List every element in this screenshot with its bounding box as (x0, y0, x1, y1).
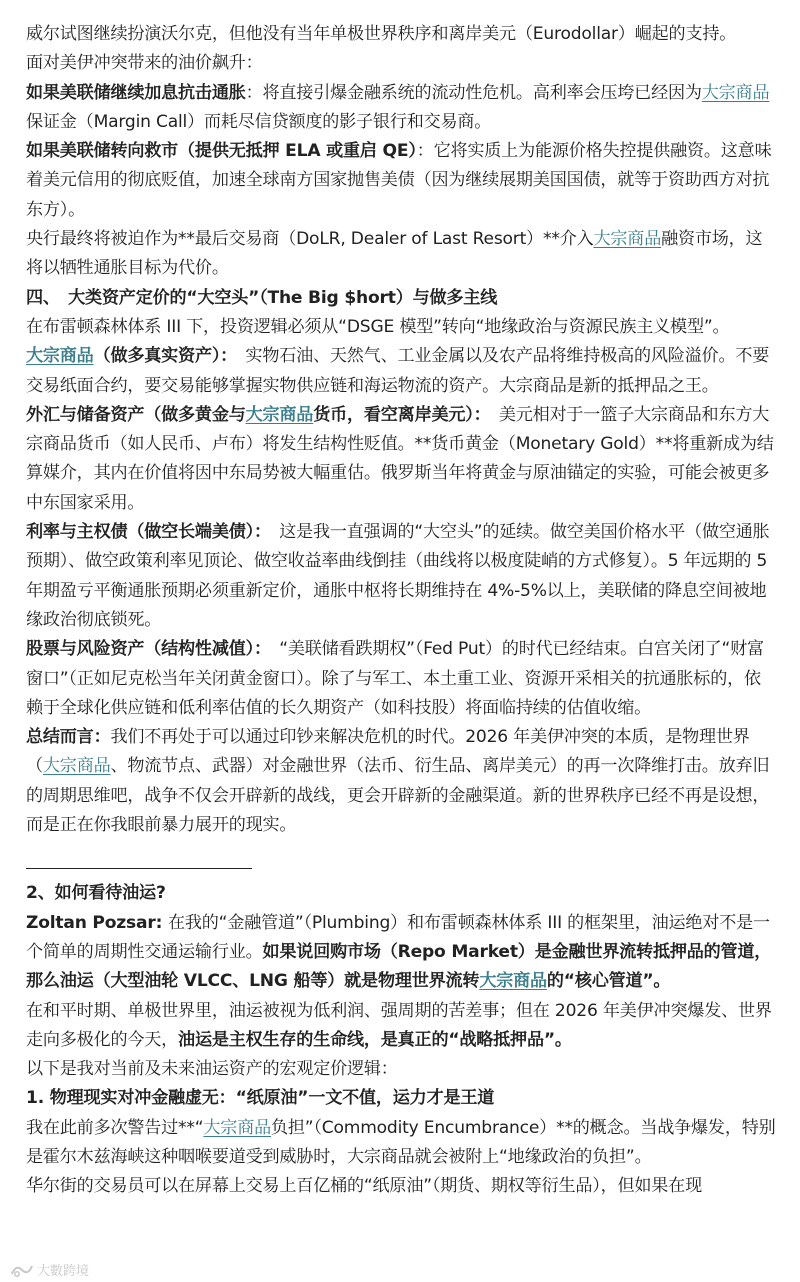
text-run: 实物石油、天然气、工业金属以及农产品将维持极高的风险溢价。不要交易纸面合约，要交易能够掌握实物供应链和海运物流的资产。大宗商品是新的抵押品之王。 (26, 346, 770, 396)
paragraph (26, 1114, 776, 1173)
keyword-link[interactable]: 大宗商品 (245, 404, 314, 425)
bold-text: 利率与主权债（做空长端美债）： (26, 522, 263, 543)
text-run: 面对美伊冲突带来的油价飙升： (26, 53, 263, 74)
text-run: 融资市场，这将以牺牲通胀目标为代价。 (26, 229, 763, 279)
text-run: ：将直接引爆金融系统的流动性危机。高利率会压垮已经因为 (245, 82, 702, 103)
bold-text: 外汇与储备资产（做多黄金与 (26, 404, 246, 425)
text-run: “美联储看跌期权”（Fed Put）的时代已经结束。白宫关闭了“财富窗口”（正如尼克松当年关闭黄金窗口）。除了与军工、本土重工业、资源开采相关的抗通胀标的，依赖于全球化供应链和低利率估值的长久期资产（如科技股）将面临持续的估值收缩。 (26, 639, 764, 718)
bold-text: Zoltan Pozsar: (26, 912, 168, 933)
bold-text: 如果美联储继续加息抗击通胀 (26, 82, 246, 103)
paragraph (26, 1055, 776, 1084)
paragraph (26, 635, 776, 723)
bold-text: 股票与风险资产（结构性减值）： (26, 639, 263, 660)
text-run: 威尔试图继续扮演沃尔克，但他没有当年单极世界秩序和离岸美元（Eurodollar）崛起的支持。 (26, 24, 737, 44)
text-run: ：它将实质上为能源价格失控提供融资。这意味着美元信用的彻底贬值，加速全球南方国家抛售美债（因为继续展期美国国债，就等于资助西方对抗东方）。 (26, 141, 772, 220)
paragraph (26, 20, 776, 49)
paragraph (26, 997, 776, 1056)
paragraph (26, 313, 776, 342)
keyword-link[interactable]: 大宗商品 (42, 756, 111, 777)
section-oil-shipping (26, 879, 776, 1201)
paragraph (26, 1084, 776, 1113)
watermark (10, 1260, 89, 1279)
text-run: 负担”（Commodity Encumbrance）**的概念。当战争爆发，特别是霍尔木兹海峡这种咽喉要道受到威胁时，大宗商品就会被附上“地缘政治的负担”。 (26, 1117, 776, 1167)
bold-text: 如果说回购市场（Repo Market）是金融世界流转抵押品的管道，那么油运（大型油轮 VLCC、LNG 船等）就是物理世界流转 (26, 941, 772, 992)
paragraph (26, 401, 776, 518)
paragraph (26, 79, 776, 138)
text-run: 我在此前多次警告过**“ (26, 1117, 204, 1138)
text-run: 央行最终将被迫作为**最后交易商（DoLR, Dealer of Last Resort）**介入 (26, 229, 594, 250)
text-run: 这是我一直强调的“大空头”的延续。做空美国价格水平（做空通胀预期）、做空政策利率见顶论、做空收益率曲线倒挂（曲线将以极度陡峭的方式修复）。5 年远期的 5 年期盈亏平衡通胀预期必须重新定价，通胀中枢将长期维持在 4%-5%以上，美联储的降息空间被地缘政治彻底锁死。 (26, 522, 770, 630)
keyword-link[interactable]: 大宗商品 (26, 346, 94, 367)
text-run: 以下是我对当前及未来油运资产的宏观定价逻辑： (26, 1059, 398, 1080)
bold-text: 的“核心管道”。 (546, 971, 671, 992)
text-run: 我们不再处于可以通过印钞来解决危机的时代。2026 年美伊冲突的本质，是物理世界（ (26, 727, 750, 777)
text-run: 美元相对于一篮子大宗商品和东方大宗商品货币（如人民币、卢布）将发生结构性贬值。**货币黄金（Monetary Gold）**将重新成为结算媒介，其内在价值将因中东局势被大幅重估。俄罗斯当年将黄金与原油锚定的实验，可能会被更多中东国家采用。 (26, 404, 774, 513)
bold-text: 1. 物理现实对冲金融虚无：“纸原油”一文不值，运力才是王道 (26, 1088, 495, 1109)
paragraph (26, 518, 776, 635)
text-run: 在我的“金融管道”（Plumbing）和布雷顿森林体系 III 的框架里，油运绝对不是一个简单的周期性交通运输行业。 (26, 912, 770, 962)
keyword-link[interactable]: 大宗商品 (701, 82, 770, 103)
paragraph (26, 1172, 776, 1201)
paragraph (26, 879, 776, 908)
watermark-logo-icon (10, 1262, 34, 1278)
text-run: 华尔街的交易员可以在屏幕上交易上百亿桶的“纸原油”（期货、期权等衍生品），但如果在现 (26, 1176, 702, 1197)
paragraph (26, 909, 776, 997)
text-run: 在和平时期、单极世界里，油运被视为低利润、强周期的苦差事；但在 2026 年美伊冲突爆发、世界走向多极化的今天， (26, 1000, 772, 1050)
paragraph (26, 137, 776, 225)
paragraph (26, 49, 776, 78)
keyword-link[interactable]: 大宗商品 (203, 1117, 271, 1138)
section-analysis (26, 20, 776, 840)
paragraph (26, 723, 776, 840)
bold-text: 总结而言： (26, 727, 111, 748)
paragraph (26, 342, 776, 401)
text-run: 、物流节点、武器）对金融世界（法币、衍生品、离岸美元）的再一次降维打击。放弃旧的周期思维吧，战争不仅会开辟新的战线，更会开辟新的金融渠道。新的世界秩序已经不再是设想，而是正在你我眼前暴力展开的现实。 (26, 756, 770, 836)
bold-text: 货币，看空离岸美元）： (313, 404, 482, 425)
text-run: 保证金（Margin Call）而耗尽信贷额度的影子银行和交易商。 (26, 111, 492, 132)
paragraph (26, 225, 776, 284)
keyword-link[interactable]: 大宗商品 (479, 971, 547, 992)
watermark-text: 大數跨境 (37, 1264, 90, 1279)
section-divider (26, 868, 252, 869)
bold-text: 2、如何看待油运? (26, 883, 166, 904)
bold-text: 油运是主权生存的生命线，是真正的“战略抵押品”。 (178, 1029, 572, 1050)
text-run: 在布雷顿森林体系 III 下，投资逻辑必须从“DSGE 模型”转向“地缘政治与资源民族主义模型”。 (26, 316, 730, 337)
bold-text: （做多真实资产）： (93, 346, 229, 367)
document-body (26, 20, 776, 1202)
bold-text: 如果美联储转向救市（提供无抵押 ELA 或重启 QE） (26, 141, 417, 162)
bold-text: 四、 大类资产定价的“大空头”（The Big $hort）与做多主线 (26, 287, 498, 308)
paragraph (26, 284, 776, 313)
keyword-link[interactable]: 大宗商品 (593, 229, 662, 250)
